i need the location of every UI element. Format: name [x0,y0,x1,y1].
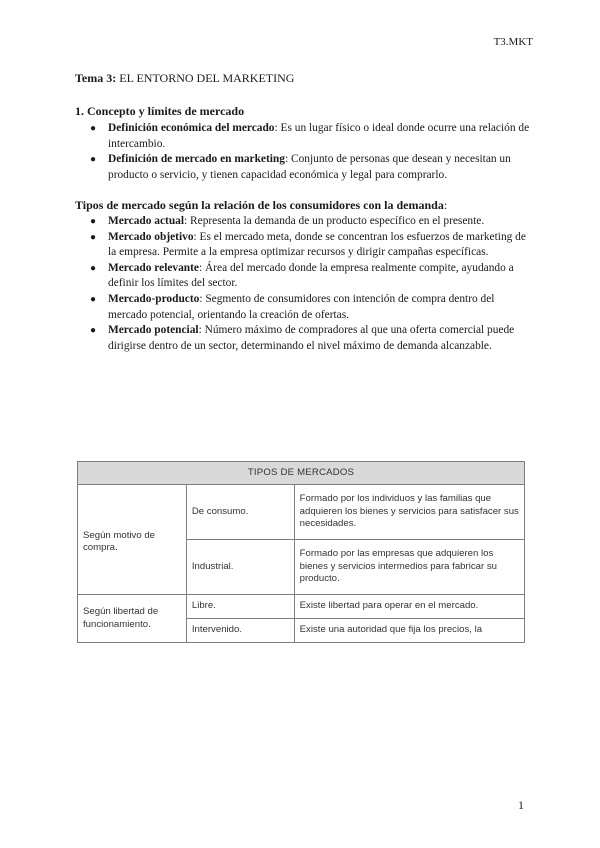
item-text: : Representa la demanda de un producto específico en el presente. [184,215,485,227]
type-cell: De consumo. [186,485,294,540]
item-text: : Área del mercado donde la empresa realmente compite, ayudando a definir los límites del sector. [108,261,514,290]
list-item [90,230,530,261]
list-item [90,121,530,152]
list-item [90,261,530,292]
bullet-icon: ● [90,262,97,274]
bullet-icon: ● [90,154,97,166]
table-header-row [78,462,525,485]
item-text: : Segmento de consumidores con intención de compra dentro del mercado potencial, orientando la creación de ofertas. [108,292,495,321]
item-term: Definición económica del mercado [108,122,275,134]
market-types-list [90,214,530,354]
list-item [90,152,530,183]
list-item [90,323,530,354]
definitions-list [90,121,530,183]
description-cell: Formado por los individuos y las familias que adquieren los bienes y servicios para satisfacer sus necesidades. [294,485,524,540]
market-types-table [77,461,525,643]
item-term: Definición de mercado en marketing [108,153,285,166]
description-cell: Existe una autoridad que fija los precios, la [294,619,524,643]
item-text: : Número máximo de compradores al que una oferta comercial puede dirigirse dentro de un sector, determinando el nivel máximo de demanda alcanzable. [108,324,515,352]
description-cell: Formado por las empresas que adquieren los bienes y servicios intermedios para fabricar su producto. [294,540,524,595]
item-text: : Es el mercado meta, donde se concentran los esfuerzos de marketing de la empresa. Permite a la empresa optimizar recursos y dirigir campañas específicas. [108,230,526,259]
page-number: 1 [518,798,524,812]
item-text: : Es un lugar físico o ideal donde ocurre una relación de intercambio. [108,122,530,150]
item-term: Mercado-producto [108,292,200,305]
types-heading-suffix: : [443,198,448,212]
topic-name: EL ENTORNO DEL MARKETING [119,71,295,85]
types-heading-text: Tipos de mercado según la relación de los consumidores con la demanda [75,198,444,212]
type-cell: Libre. [186,595,294,619]
type-cell: Intervenido. [186,619,294,643]
criterion-cell: Según motivo de compra. [78,485,187,595]
table-title: TIPOS DE MERCADOS [78,462,525,485]
bullet-icon: ● [90,293,97,305]
item-term: Mercado potencial [108,324,199,337]
list-item [90,214,530,230]
type-cell: Industrial. [186,540,294,595]
table-row [78,595,525,619]
item-term: Mercado objetivo [108,230,194,243]
item-term: Mercado relevante [108,261,199,274]
criterion-cell: Según libertad de funcionamiento. [78,595,187,643]
description-cell: Existe libertad para operar en el mercado. [294,595,524,619]
item-term: Mercado actual [108,215,185,227]
document-code: T3.MKT [493,36,533,48]
section-heading-1: 1. Concepto y límites de mercado [75,104,245,118]
bullet-icon: ● [90,123,97,134]
table-row [78,485,525,540]
topic-label: Tema 3: [75,71,117,85]
item-text: : Conjunto de personas que desean y necesitan un producto o servicio, y tienen capacidad económica y legal para comprarlo. [108,153,511,181]
section-heading-2 [75,198,447,213]
bullet-icon: ● [90,231,97,243]
bullet-icon: ● [90,216,97,227]
list-item [90,292,530,323]
topic-title [75,71,294,86]
bullet-icon: ● [90,325,97,337]
